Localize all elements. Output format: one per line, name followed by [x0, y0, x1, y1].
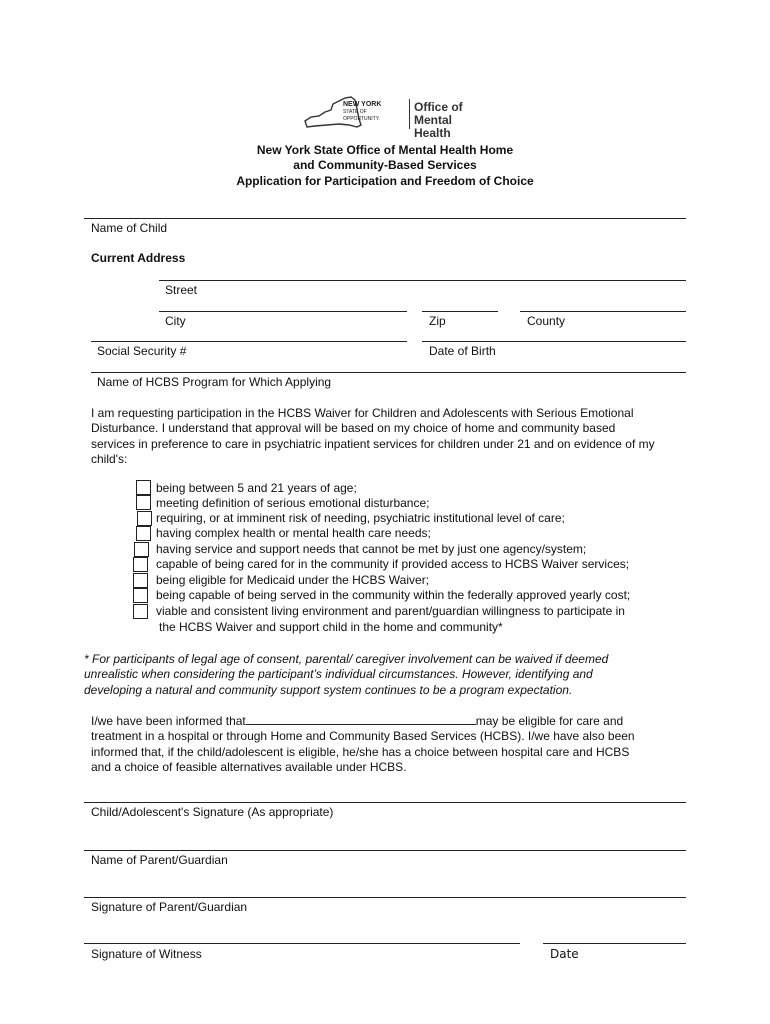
criteria-item: being eligible for Medicaid under the HCBS Waiver;: [156, 573, 430, 587]
criteria-item: being between 5 and 21 years of age;: [156, 481, 357, 495]
form-title-line1: New York State Office of Mental Health Home: [256, 143, 514, 157]
criteria-checkbox[interactable]: [136, 526, 151, 541]
informed-line: [91, 713, 691, 729]
intro-line: services in preference to care in psychiatric inpatient services for children under 21 and on evidence of my: [91, 436, 655, 451]
parent-name-field[interactable]: [84, 850, 686, 851]
criteria-item: capable of being cared for in the community if provided access to HCBS Waiver services;: [156, 557, 630, 571]
street-field[interactable]: [159, 280, 686, 281]
child-signature-field[interactable]: [84, 802, 686, 803]
criteria-checkbox[interactable]: [133, 604, 148, 619]
logo-state-line3: OPPORTUNITY.: [343, 116, 380, 122]
city-field[interactable]: [159, 311, 407, 312]
child-signature-label: Child/Adolescent's Signature (As appropriate): [91, 805, 334, 819]
criteria-checkbox[interactable]: [137, 511, 152, 526]
parent-signature-field[interactable]: [84, 897, 686, 898]
dob-label: Date of Birth: [429, 344, 496, 358]
informed-line: treatment in a hospital or through Home and Community Based Services (HCBS). I/we have also been: [91, 729, 635, 744]
program-field[interactable]: [91, 372, 686, 373]
intro-paragraph: [91, 406, 691, 467]
logo-divider: [409, 99, 410, 129]
ssn-label: Social Security #: [97, 344, 187, 358]
criteria-checkbox[interactable]: [133, 557, 148, 572]
criteria-checkbox[interactable]: [136, 495, 151, 510]
criteria-checkbox[interactable]: [136, 480, 151, 495]
criteria-checkbox[interactable]: [133, 588, 148, 603]
county-field[interactable]: [520, 311, 686, 312]
dob-field[interactable]: [422, 341, 686, 342]
informed-paragraph: [91, 713, 691, 775]
consent-note: [84, 652, 704, 698]
nys-omh-logo: [303, 95, 483, 140]
logo-state-line1: NEW YORK: [343, 101, 382, 108]
intro-line: Disturbance. I understand that approval will be based on my choice of home and community based: [91, 421, 616, 436]
note-line: developing a natural and community support system continues to be a program expectation.: [84, 682, 573, 697]
ssn-field[interactable]: [91, 341, 407, 342]
intro-line: child's:: [91, 451, 128, 466]
zip-label: Zip: [429, 314, 446, 328]
logo-office-line1: Office of: [414, 100, 463, 114]
criteria-item: having complex health or mental health care needs;: [156, 526, 431, 540]
intro-line: I am requesting participation in the HCBS Waiver for Children and Adolescents with Serious Emotional: [91, 406, 634, 420]
criteria-item: meeting definition of serious emotional disturbance;: [156, 496, 430, 510]
name-of-child-field[interactable]: [84, 218, 686, 219]
current-address-heading: Current Address: [91, 251, 186, 265]
criteria-item: the HCBS Waiver and support child in the home and community*: [159, 620, 503, 634]
name-of-child-label: Name of Child: [91, 221, 168, 235]
logo-office-line2: Mental Health: [414, 113, 453, 140]
note-line: * For participants of legal age of consent, parental/ caregiver involvement can be waived if deemed: [84, 652, 609, 666]
criteria-checkbox[interactable]: [134, 542, 149, 557]
criteria-checkbox[interactable]: [133, 573, 148, 588]
criteria-item: having service and support needs that cannot be met by just one agency/system;: [156, 542, 587, 556]
criteria-item: requiring, or at imminent risk of needing, psychiatric institutional level of care;: [156, 511, 565, 525]
informed-line: informed that, if the child/adolescent is eligible, he/she has a choice between hospital care and HCBS: [91, 744, 630, 759]
criteria-item: being capable of being served in the community within the federally approved yearly cost;: [156, 588, 631, 602]
form-title-line3: Application for Participation and Freedom of Choice: [236, 174, 534, 188]
note-line: unrealistic when considering the participant’s individual circumstances. However, identifying and: [84, 667, 593, 682]
city-label: City: [165, 314, 186, 328]
form-title-line2: and Community-Based Services: [293, 158, 477, 172]
child-name-blank[interactable]: [246, 713, 476, 725]
omh-wordmark: [414, 101, 483, 140]
date-field[interactable]: [543, 943, 686, 944]
informed-text-b: may be eligible for care and: [475, 714, 624, 728]
logo-state-line2: STATE OF: [343, 108, 367, 115]
witness-signature-field[interactable]: [84, 943, 520, 944]
criteria-item: viable and consistent living environment and parent/guardian willingness to participate in: [156, 604, 625, 618]
informed-line: and a choice of feasible alternatives available under HCBS.: [91, 759, 407, 774]
parent-name-label: Name of Parent/Guardian: [91, 853, 228, 867]
date-label: Date: [550, 947, 579, 961]
parent-signature-label: Signature of Parent/Guardian: [91, 900, 248, 914]
street-label: Street: [165, 283, 198, 297]
witness-signature-label: Signature of Witness: [91, 947, 202, 961]
program-label: Name of HCBS Program for Which Applying: [97, 375, 332, 389]
nys-wordmark: [343, 101, 381, 124]
informed-text-a: I/we have been informed that: [91, 714, 246, 728]
county-label: County: [527, 314, 566, 328]
zip-field[interactable]: [422, 311, 498, 312]
